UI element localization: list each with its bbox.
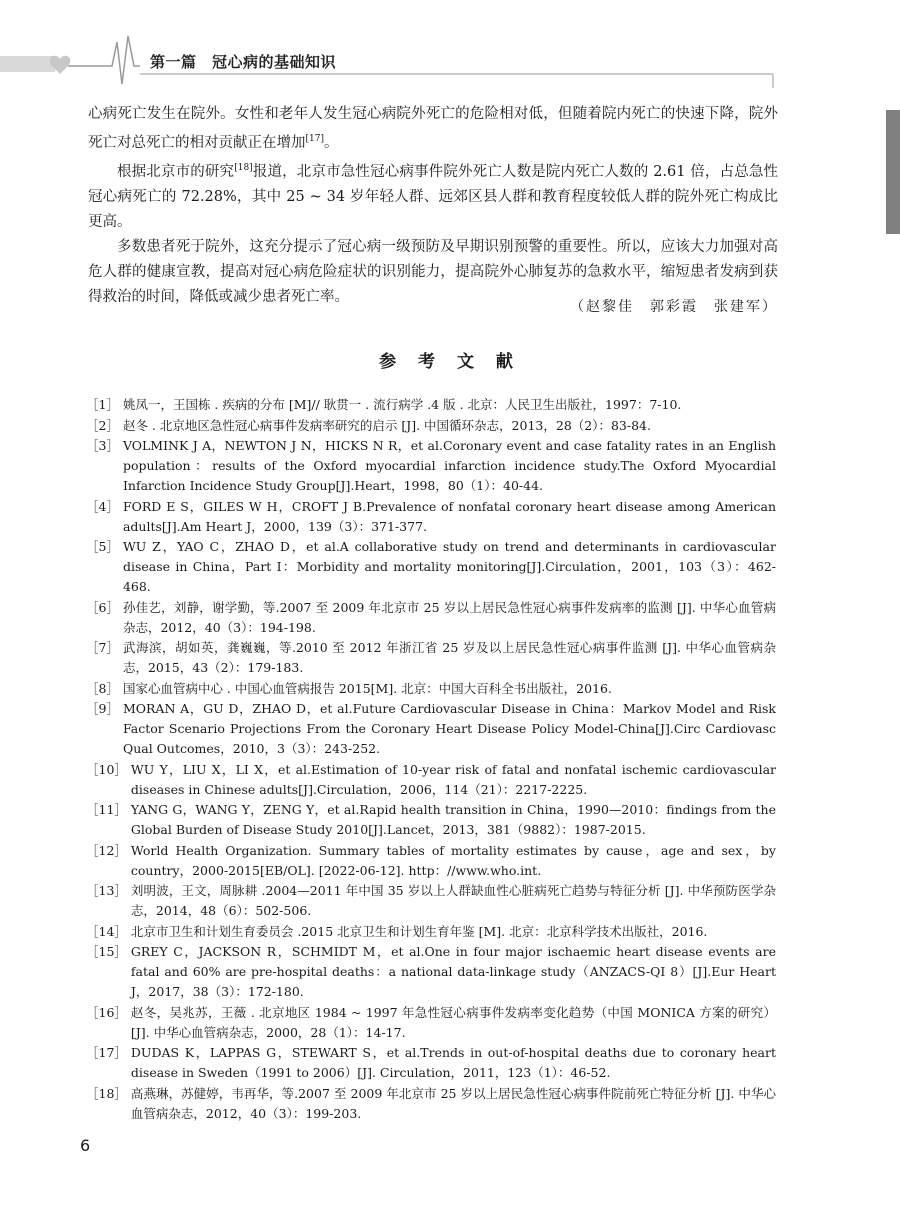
reference-number: ［11］	[86, 802, 127, 817]
reference-number: ［7］	[86, 640, 119, 655]
reference-number: ［12］	[86, 842, 127, 858]
reference-item	[86, 1003, 776, 1043]
citation-18: [18]	[234, 162, 253, 173]
reference-item	[86, 1043, 776, 1083]
reference-item	[86, 922, 776, 942]
reference-item	[86, 1084, 776, 1124]
reference-text: YANG G，WANG Y，ZENG Y，et al.Rapid health transition in China，1990—2010：findings from the Global Burden of Disease Study 2010[J].Lancet，2013，381（9882）：1987-2015.	[130, 802, 776, 837]
paragraph-2: 根据北京市的研究[18]报道，北京市急性冠心病事件院外死亡人数是院内死亡人数的 2.61 倍，占总急性冠心病死亡的 72.28%，其中 25 ~ 34 岁年轻人群、远郊区县人群和教育程度较低人群的院外死亡构成比更高。	[88, 162, 778, 230]
reference-number: ［2］	[86, 417, 119, 433]
references-heading: 参 考 文 献	[379, 352, 521, 372]
reference-number: ［18］	[86, 1085, 127, 1101]
reference-text: DUDAS K，LAPPAS G，STEWART S，et al.Trends in out-of-hospital deaths due to coronary heart disease in Sweden（1991 to 2006）[J]. Circulation，2011，123（1）：46-52.	[130, 1045, 776, 1080]
reference-number: ［16］	[86, 1004, 127, 1020]
reference-item	[86, 800, 776, 840]
reference-item	[86, 841, 776, 881]
reference-number: ［17］	[86, 1045, 127, 1060]
reference-item	[86, 881, 776, 921]
reference-number: ［5］	[86, 539, 119, 554]
citation-17: [17]	[305, 134, 324, 144]
reference-text: 国家心血管病中心 . 中国心血管病报告 2015[M]. 北京：中国大百科全书出版社，2016.	[122, 680, 612, 696]
body-text	[88, 102, 778, 310]
reference-number: ［4］	[86, 498, 119, 514]
reference-item	[86, 537, 776, 597]
reference-text: 赵冬 . 北京地区急性冠心病事件发病率研究的启示 [J]. 中国循环杂志，2013，28（2）：83-84.	[122, 417, 651, 433]
author-list: （赵黎佳 郭彩霞 张建军）	[570, 299, 778, 315]
reference-number: ［14］	[86, 923, 127, 939]
page-number: 6	[80, 1136, 91, 1155]
reference-text: GREY C，JACKSON R，SCHMIDT M，et al.One in four major ischaemic heart disease events are fatal and 60% are pre-hospital deaths：a national data-linkage study（ANZACS-QI 8）[J].Eur Heart J，2017，38（3）：172-180.	[130, 944, 776, 999]
reference-number: ［10］	[86, 761, 127, 777]
chapter-title: 第一篇 冠心病的基础知识	[150, 53, 337, 71]
reference-item	[86, 598, 776, 638]
reference-text: 高燕琳，苏健婷，韦再华，等.2007 至 2009 年北京市 25 岁以上居民急性冠心病事件院前死亡特征分析 [J]. 中华心血管病杂志，2012，40（3）：199-203.	[130, 1085, 776, 1121]
reference-number: ［9］	[86, 701, 119, 716]
reference-item	[86, 416, 776, 436]
side-thumb-tab	[886, 110, 900, 234]
reference-list	[86, 395, 776, 1124]
reference-item	[86, 760, 776, 800]
reference-text: WU Y，LIU X，LI X，et al.Estimation of 10-year risk of fatal and nonfatal ischemic cardiovascular diseases in Chinese adults[J].Circulation，2006，114（21）：2217-2225.	[130, 761, 776, 797]
reference-number: ［13］	[86, 883, 127, 898]
reference-number: ［3］	[86, 438, 119, 453]
reference-text: 刘明波，王文，周脉耕 .2004—2011 年中国 35 岁以上人群缺血性心脏病死亡趋势与特征分析 [J]. 中华预防医学杂志，2014，48（6）：502-506.	[130, 883, 776, 918]
paragraph-3: 多数患者死于院外，这充分提示了冠心病一级预防及早期识别预警的重要性。所以，应该大力加强对高危人群的健康宣教，提高对冠心病危险症状的识别能力，提高院外心肺复苏的急救水平，缩短患者发病到获得救治的时间，降低或减少患者死亡率。	[88, 238, 778, 305]
reference-text: World Health Organization. Summary tables of mortality estimates by cause，age and sex，by country，2000-2015[EB/OL]. [2022-06-12]. http：//www.who.int.	[130, 842, 776, 878]
reference-text: VOLMINK J A，NEWTON J N，HICKS N R，et al.Coronary event and case fatality rates in an English population：results of the Oxford myocardial infarction incidence study.The Oxford Myocardial Infarction Incidence Study Group[J].Heart，1998，80（1）：40-44.	[122, 438, 776, 493]
reference-number: ［1］	[86, 397, 119, 412]
running-header	[0, 0, 900, 90]
reference-text: WU Z，YAO C，ZHAO D，et al.A collaborative study on trend and determinants in cardiovascular disease in China，Part Ⅰ：Morbidity and mortality monitoring[J].Circulation，2001，103（3）：462-468.	[122, 539, 776, 594]
reference-number: ［8］	[86, 680, 119, 696]
reference-item	[86, 395, 776, 415]
reference-text: MORAN A，GU D，ZHAO D，et al.Future Cardiovascular Disease in China：Markov Model and Risk Factor Scenario Projections From the Coronary Heart Disease Policy Model-China[J].Circ Cardiovasc Qual Outcomes，2010，3（3）：243-252.	[122, 701, 776, 756]
paragraph-1: 心病死亡发生在院外。女性和老年人发生冠心病院外死亡的危险相对低，但随着院内死亡的快速下降，院外死亡对总死亡的相对贡献正在增加[17]。	[88, 106, 778, 151]
reference-item	[86, 497, 776, 537]
reference-item	[86, 679, 776, 699]
reference-text: FORD E S，GILES W H，CROFT J B.Prevalence of nonfatal coronary heart disease among American adults[J].Am Heart J，2000，139（3）：371-377.	[122, 498, 776, 534]
reference-text: 孙佳艺，刘静，谢学勤，等.2007 至 2009 年北京市 25 岁以上居民急性冠心病事件发病率的监测 [J]. 中华心血管病杂志，2012，40（3）：194-198.	[122, 599, 776, 635]
reference-text: 姚凤一，王国栋 . 疾病的分布 [M]// 耿贯一 . 流行病学 .4 版 . 北京：人民卫生出版社，1997：7-10.	[122, 397, 682, 412]
reference-text: 武海滨，胡如英，龚巍巍，等.2010 至 2012 年浙江省 25 岁及以上居民急性冠心病事件监测 [J]. 中华心血管病杂志，2015，43（2）：179-183.	[122, 640, 776, 675]
reference-text: 北京市卫生和计划生育委员会 .2015 北京卫生和计划生育年鉴 [M]. 北京：北京科学技术出版社，2016.	[130, 923, 708, 939]
reference-item	[86, 638, 776, 678]
reference-text: 赵冬，吴兆苏，王薇 . 北京地区 1984 ~ 1997 年急性冠心病事件发病率变化趋势（中国 MONICA 方案的研究）[J]. 中华心血管病杂志，2000，28（1）：14-17.	[130, 1004, 776, 1040]
reference-number: ［15］	[86, 944, 127, 959]
ecg-heart-decoration	[0, 0, 900, 90]
reference-item	[86, 699, 776, 759]
reference-number: ［6］	[86, 599, 119, 615]
reference-item	[86, 436, 776, 496]
reference-item	[86, 942, 776, 1002]
